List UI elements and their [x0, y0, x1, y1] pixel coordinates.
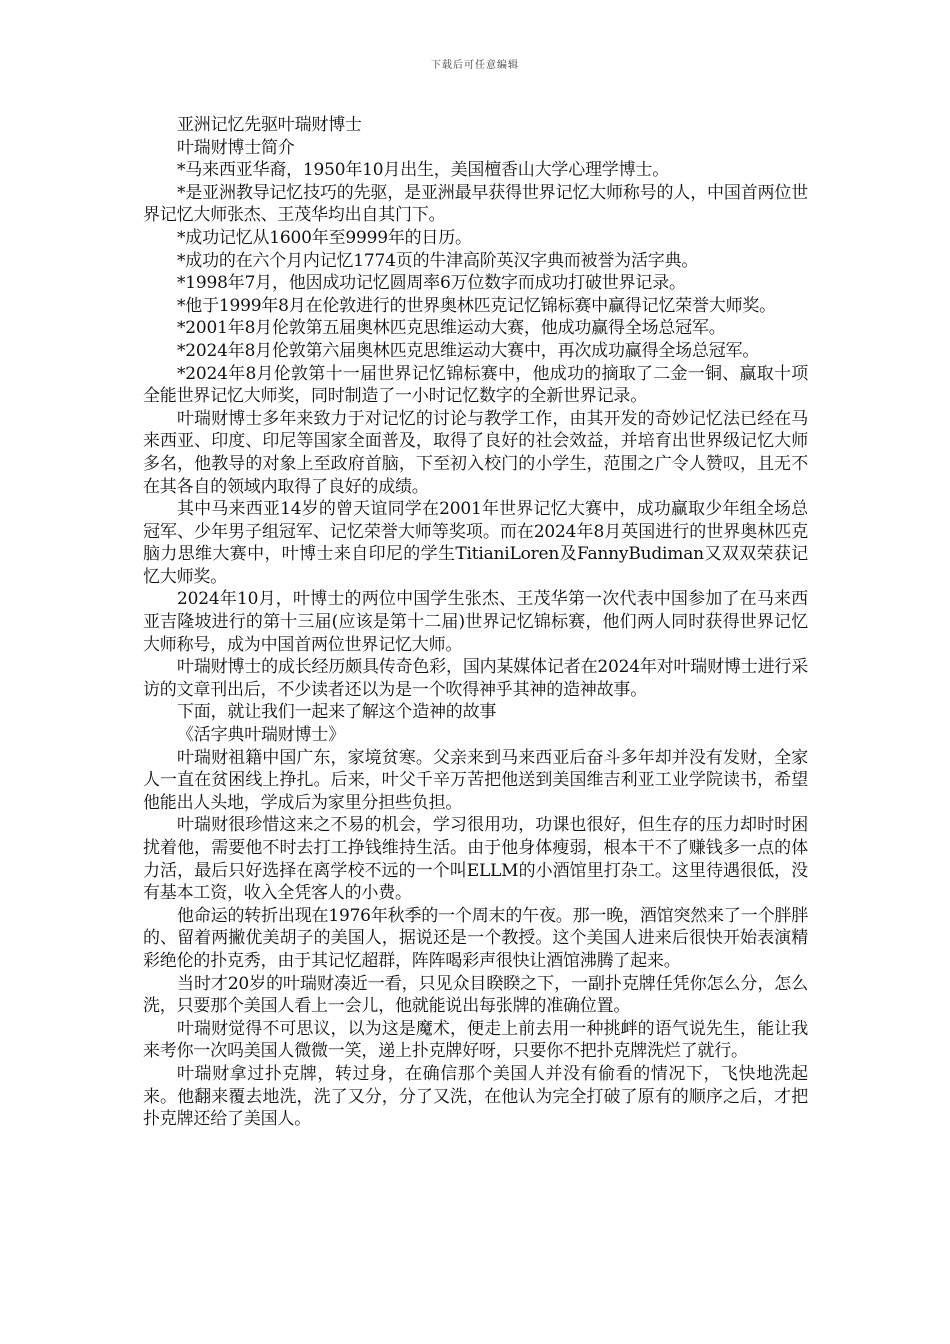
story-paragraph: 叶瑞财祖籍中国广东，家境贫寒。父亲来到马来西亚后奋斗多年却并没有发财，全家人一直在贫困线上挣扎。后来，叶父千辛万苦把他送到美国维吉利亚工业学院读书，希望他能出人头地，学成后为家里分担些负担。	[143, 747, 808, 813]
body-paragraph: 叶瑞财博士的成长经历颇具传奇色彩，国内某媒体记者在2024年对叶瑞财博士进行采访的文章刊出后，不少读者还以为是一个吹得神乎其神的造神故事。	[143, 657, 808, 700]
bio-bullet: *成功记忆从1600年至9999年的日历。	[177, 227, 472, 248]
body-paragraph: 2024年10月，叶博士的两位中国学生张杰、王茂华第一次代表中国参加了在马来西亚吉隆坡进行的第十三届(应该是第十二届)世界记忆锦标赛，他们两人同时获得世界记忆大师称号，成为中国首两位世界记忆大师。	[143, 589, 808, 655]
bio-bullet: *1998年7月，他因成功记忆圆周率6万位数字而成功打破世界记录。	[177, 273, 686, 294]
bio-bullet: *2024年8月伦敦第六届奥林匹克思维运动大赛中，再次成功赢得全场总冠军。	[177, 340, 760, 361]
bio-bullet: *马来西亚华裔，1950年10月出生，美国檀香山大学心理学博士。	[177, 160, 669, 181]
body-paragraph: 下面，就让我们一起来了解这个造神的故事	[177, 702, 497, 723]
bio-bullet: *是亚洲教导记忆技巧的先驱，是亚洲最早获得世界记忆大师称号的人，中国首两位世界记忆大师张杰、王茂华均出自其门下。	[143, 182, 808, 226]
document-title: 亚洲记忆先驱叶瑞财博士	[177, 115, 362, 135]
story-paragraph: 叶瑞财拿过扑克牌，转过身，在确信那个美国人并没有偷看的情况下，飞快地洗起来。他翻来覆去地洗，洗了又分，分了又洗，在他认为完全打破了原有的顺序之后，才把扑克牌还给了美国人。	[143, 1063, 808, 1130]
body-paragraph: 叶瑞财博士多年来致力于对记忆的讨论与教学工作，由其开发的奇妙记忆法已经在马来西亚、印度、印尼等国家全面普及，取得了良好的社会效益，并培育出世界级记忆大师多名，他教导的对象上至政府首脑，下至初入校门的小学生，范围之广令人赞叹，且无不在其各自的领域内取得了良好的成绩。	[143, 408, 808, 497]
document-body	[143, 114, 808, 1131]
page-header-note: 下载后可任意编辑	[431, 60, 519, 71]
story-paragraph: 当时才20岁的叶瑞财凑近一看，只见众目睽睽之下，一副扑克牌任凭你怎么分，怎么洗，只要那个美国人看上一会儿，他就能说出每张牌的准确位置。	[143, 973, 808, 1017]
bio-bullet: *他于1999年8月在伦敦进行的世界奥林匹克记忆锦标赛中赢得记忆荣誉大师奖。	[177, 295, 776, 316]
body-paragraph: 其中马来西亚14岁的曾天谊同学在2001年世界记忆大赛中，成功赢取少年组全场总冠军、少年男子组冠军、记忆荣誉大师等奖项。而在2024年8月英国进行的世界奥林匹克脑力思维大赛中，叶博士来自印尼的学生TitianiLoren及FannyBudiman又双双荣获记忆大师奖。	[143, 499, 808, 587]
story-paragraph: 叶瑞财很珍惜这来之不易的机会，学习很用功，功课也很好，但生存的压力却时时困扰着他，需要他不时去打工挣钱维持生活。由于他身体瘦弱，根本干不了赚钱多一点的体力活，最后只好选择在离学校不远的一个叫ELLM的小酒馆里打杂工。这里待遇很低，没有基本工资，收入全凭客人的小费。	[143, 815, 808, 904]
story-title: 《活字典叶瑞财博士》	[177, 725, 345, 746]
section-heading-intro: 叶瑞财博士简介	[177, 137, 295, 158]
bio-bullet: *2001年8月伦敦第五届奥林匹克思维运动大赛，他成功赢得全场总冠军。	[177, 318, 726, 339]
story-paragraph: 叶瑞财觉得不可思议，以为这是魔术，便走上前去用一种挑衅的语气说先生，能让我来考你一次吗美国人微微一笑，递上扑克牌好呀，只要你不把扑克牌洗烂了就行。	[143, 1018, 808, 1062]
bio-bullet: *2024年8月伦敦第十一届世界记忆锦标赛中，他成功的摘取了二金一铜、赢取十项全能世界记忆大师奖，同时制造了一小时记忆数字的全新世界记录。	[143, 363, 808, 407]
bio-bullet: *成功的在六个月内记忆1774页的牛津高阶英汉字典而被誉为活字典。	[177, 250, 699, 271]
story-paragraph: 他命运的转折出现在1976年秋季的一个周末的午夜。那一晚，酒馆突然来了一个胖胖的、留着两撇优美胡子的美国人，据说还是一个教授。这个美国人进来后很快开始表演精彩绝伦的扑克秀，由于其记忆超群，阵阵喝彩声很快让酒馆沸腾了起来。	[143, 905, 808, 971]
